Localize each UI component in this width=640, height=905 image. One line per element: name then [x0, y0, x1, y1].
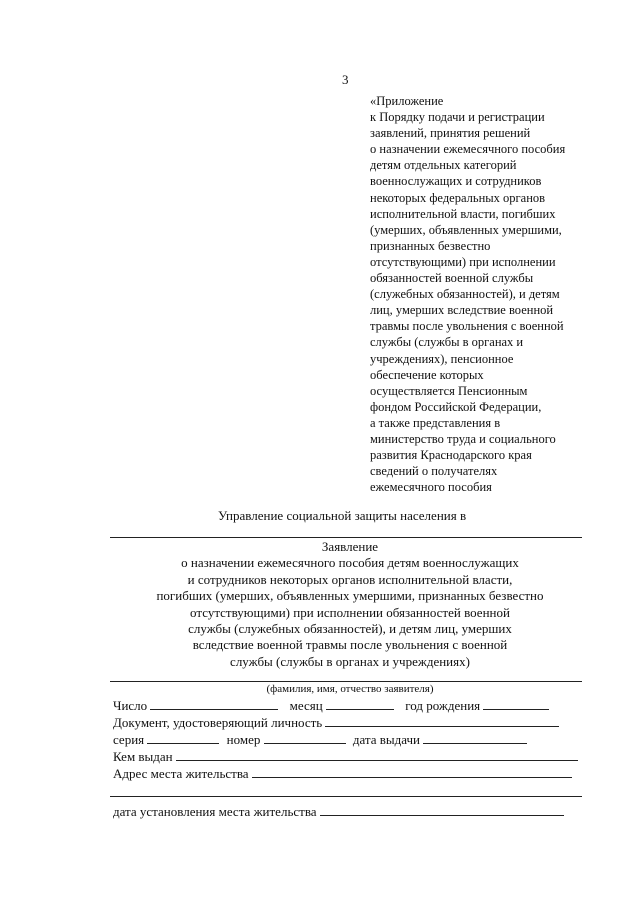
address-label: Адрес места жительства	[113, 766, 249, 781]
series-field[interactable]	[147, 732, 219, 744]
page-number: 3	[342, 72, 349, 87]
appendix-line: ежемесячного пособия	[370, 480, 492, 495]
day-field[interactable]	[150, 698, 278, 710]
title-heading: Заявление	[321, 539, 379, 554]
appendix-line: о назначении ежемесячного пособия	[370, 142, 566, 157]
applicant-name-line	[110, 681, 582, 682]
appendix-line: заявлений, принятия решений	[370, 126, 531, 141]
identity-doc-row	[113, 715, 559, 731]
identity-doc-field[interactable]	[325, 715, 559, 727]
issued-by-row	[113, 749, 578, 765]
appendix-line: а также представления в	[370, 415, 501, 430]
month-field[interactable]	[326, 698, 394, 710]
issued-by-field[interactable]	[176, 749, 578, 761]
appendix-line: службы (службы в органах и	[370, 335, 524, 350]
number-field[interactable]	[264, 732, 346, 744]
appendix-line: некоторых федеральных органов	[370, 190, 546, 205]
appendix-line: осуществляется Пенсионным	[370, 383, 528, 398]
title-line: отсутствующими) при исполнении обязанностей военной	[190, 604, 510, 620]
issued-by-label: Кем выдан	[113, 749, 173, 764]
address-field[interactable]	[252, 766, 572, 778]
appendix-line: к Порядку подачи и регистрации	[370, 110, 545, 125]
appendix-header	[370, 93, 600, 495]
appendix-line: развития Краснодарского края	[370, 448, 532, 463]
day-label: Число	[113, 698, 148, 713]
birth-date-row	[113, 698, 549, 714]
issue-date-field[interactable]	[423, 732, 527, 744]
appendix-line: обязанностей военной службы	[370, 271, 534, 286]
appendix-line: лиц, умерших вследствие военной	[370, 303, 554, 318]
residence-date-label: дата установления места жительства	[113, 804, 317, 819]
appendix-line: учреждениях), пенсионное	[370, 351, 514, 366]
appendix-line: министерство труда и социального	[370, 431, 556, 446]
appendix-line: военнослужащих и сотрудников	[370, 174, 542, 189]
title-line: службы (службы в органах и учреждениях)	[230, 653, 470, 669]
residence-date-row	[113, 804, 564, 820]
appendix-line: исполнительной власти, погибших	[370, 206, 556, 221]
month-label: месяц	[289, 698, 323, 713]
appendix-line: детям отдельных категорий	[370, 158, 517, 173]
appendix-line: сведений о получателях	[370, 464, 498, 479]
appendix-line: «Приложение	[370, 94, 444, 108]
issue-date-label: дата выдачи	[352, 732, 420, 747]
department-label: Управление социальной защиты населения в	[218, 508, 467, 523]
appendix-line: отсутствующими) при исполнении	[370, 254, 556, 269]
applicant-name-caption: (фамилия, имя, отчество заявителя)	[266, 683, 434, 695]
appendix-line: обеспечение которых	[370, 367, 484, 382]
series-label: серия	[113, 732, 145, 747]
title-line: о назначении ежемесячного пособия детям военнослужащих	[181, 555, 519, 571]
appendix-line: (служебных обязанностей), и детям	[370, 287, 560, 302]
address-continuation-line	[110, 796, 582, 797]
appendix-line: (умерших, объявленных умершими,	[370, 222, 562, 237]
application-title	[110, 539, 590, 670]
appendix-line: признанных безвестно	[370, 238, 491, 253]
appendix-line: фондом Российской Федерации,	[370, 399, 542, 414]
address-row	[113, 766, 572, 782]
title-line: службы (служебных обязанностей), и детям лиц, умерших	[188, 621, 512, 637]
title-line: и сотрудников некоторых органов исполнительной власти,	[187, 571, 513, 587]
title-line: вследствие военной травмы после увольнения с военной	[192, 637, 508, 653]
birth-year-label: год рождения	[405, 698, 481, 713]
department-underline	[110, 537, 582, 538]
document-details-row	[113, 732, 527, 748]
title-line: погибших (умерших, объявленных умершими, признанных безвестно	[156, 588, 544, 604]
residence-date-field[interactable]	[320, 804, 564, 816]
identity-doc-label: Документ, удостоверяющий личность	[113, 715, 323, 730]
birth-year-field[interactable]	[483, 698, 549, 710]
appendix-line: травмы после увольнения с военной	[370, 319, 564, 334]
number-label: номер	[226, 732, 261, 747]
